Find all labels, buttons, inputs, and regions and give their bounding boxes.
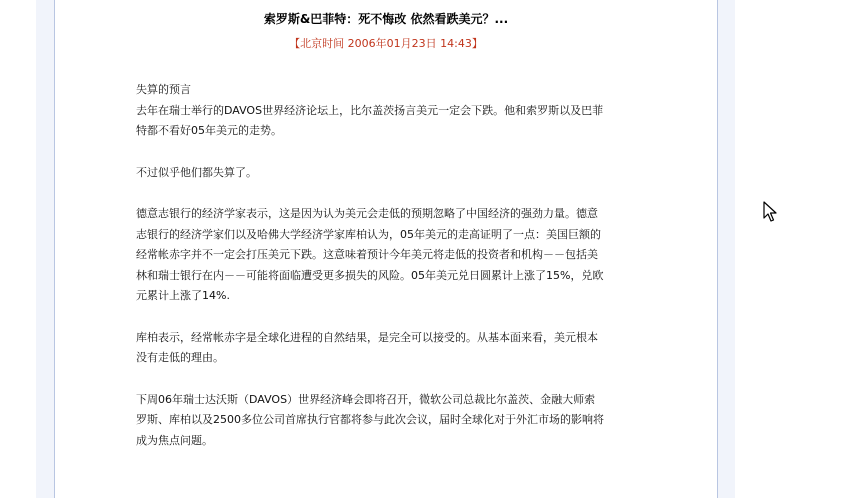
left-margin-band: [36, 0, 54, 498]
article-paragraph: 去年在瑞士举行的DAVOS世界经济论坛上，比尔盖茨扬言美元一定会下跌。他和索罗斯以及巴菲特都不看好05年美元的走势。: [136, 103, 604, 137]
article-dateline: 【北京时间 2006年01月23日 14:43】: [289, 37, 483, 50]
article-frame: [54, 0, 718, 498]
article-body: [136, 80, 606, 472]
article-headline: 索罗斯&巴菲特：死不悔改 依然看跌美元？...: [263, 12, 509, 26]
right-margin-band: [717, 0, 735, 498]
arrow-cursor-icon: [763, 201, 777, 223]
article-paragraph: 库柏表示，经常帐赤字是全球化进程的自然结果，是完全可以接受的。从基本面来看，美元根本没有走低的理由。: [136, 330, 598, 364]
article-paragraph: 德意志银行的经济学家表示，这是因为认为美元会走低的预期忽略了中国经济的强劲力量。德意志银行的经济学家们以及哈佛大学经济学家库柏认为，05年美元的走高证明了一点：美国巨额的经常帐赤字并不一定会打压美元下跌。这意味着预计今年美元将走低的投资者和机构－－包括美林和瑞士银行在内－－可能将面临遭受更多损失的风险。05年美元兑日圆累计上涨了15%，兑欧元累计上涨了14%.: [136, 207, 604, 302]
article-paragraph: 不过似乎他们都失算了。: [136, 165, 257, 179]
article-paragraph: 下周06年瑞士达沃斯（DAVOS）世界经济峰会即将召开，微软公司总裁比尔盖茨、金融大师索罗斯、库柏以及2500多位公司首席执行官都将参与此次会议，届时全球化对于外汇市场的影响将成为焦点问题。: [136, 392, 604, 447]
section-heading: 失算的预言: [136, 83, 191, 96]
